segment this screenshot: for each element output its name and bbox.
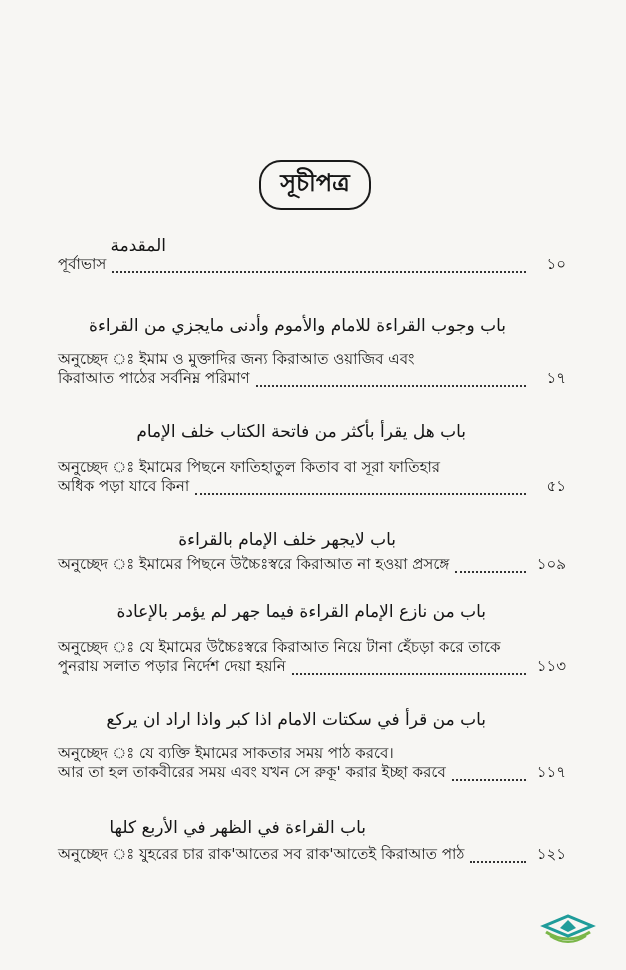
toc-entry-line: অনুচ্ছেদ ঃ যে ইমামের উচ্চৈঃস্বরে কিরাআত নিয়ে টানা হেঁচড়া করে তাকে [58, 638, 501, 656]
dot-leader [195, 493, 526, 495]
section-arabic-heading: باب وجوب القراءة للامام والأموم وأدنى مايجزي من القراءة [89, 316, 506, 336]
toc-entry-text: অধিক পড়া যাবে কিনা [58, 477, 190, 495]
toc-entry [58, 370, 566, 392]
dot-leader [256, 385, 526, 387]
page-title: সূচীপত্র [280, 169, 350, 197]
toc-entry [58, 658, 566, 680]
toc-entry-text: পুনরায় সলাত পড়ার নির্দেশ দেয়া হয়নি [58, 657, 286, 675]
toc-entry-line: অনুচ্ছেদ ঃ ইমাম ও মুক্তাদির জন্য কিরাআত ওয়াজিব এবং [58, 350, 415, 368]
dot-leader [292, 673, 526, 675]
section-arabic-heading: باب هل يقرأ بأكثر من فاتحة الكتاب خلف الإمام [136, 422, 466, 442]
toc-entry [58, 256, 566, 278]
toc-entry [58, 846, 566, 868]
toc-page-number: ১০৯ [536, 555, 566, 573]
publisher-logo-icon [540, 912, 596, 946]
toc-entry-line: অনুচ্ছেদ ঃ যে ব্যক্তি ইমামের সাকতার সময় পাঠ করবে। [58, 744, 394, 762]
toc-entry [58, 764, 566, 786]
section-arabic-heading: باب من نازع الإمام القراءة فيما جهر لم يؤمر بالإعادة [116, 602, 486, 622]
toc-entry-text: আর তা হল তাকবীরের সময় এবং যখন সে রুকূ' করার ইচ্ছা করবে [58, 763, 446, 781]
title-frame [259, 160, 371, 210]
toc-page-number: ১২১ [536, 845, 566, 863]
toc-page-number: ১১৭ [536, 763, 566, 781]
toc-entry [58, 556, 566, 578]
toc-entry [58, 478, 566, 500]
section-arabic-heading: باب القراءة في الظهر في الأربع كلها [109, 818, 366, 838]
section-arabic-heading: باب من قرأ في سكتات الامام اذا كبر واذا اراد ان يركع [106, 710, 486, 730]
toc-page-number: ৫১ [546, 477, 566, 495]
toc-entry-line: অনুচ্ছেদ ঃ ইমামের পিছনে ফাতিহাতুল কিতাব বা সূরা ফাতিহার [58, 458, 441, 476]
toc-entry-text: অনুচ্ছেদ ঃ ইমামের পিছনে উচ্চৈঃস্বরে কিরাআত না হওয়া প্রসঙ্গে [58, 555, 450, 573]
dot-leader [455, 571, 526, 573]
toc-entry-text: কিরাআত পাঠের সর্বনিম্ন পরিমাণ [58, 369, 250, 387]
toc-page-number: ১০ [546, 255, 566, 273]
toc-entry-text: অনুচ্ছেদ ঃ যুহরের চার রাক'আতের সব রাক'আতেই কিরাআত পাঠ [58, 845, 465, 863]
toc-entry-text: পূর্বাভাস [58, 255, 107, 273]
dot-leader [470, 861, 526, 863]
section-arabic-heading: باب لايجهر خلف الإمام بالقراءة [178, 530, 396, 550]
toc-page-number: ১১৩ [536, 657, 566, 675]
dot-leader [452, 779, 526, 781]
toc-page-number: ১৭ [546, 369, 566, 387]
dot-leader [112, 271, 526, 273]
section-arabic-heading: المقدمة [110, 236, 166, 256]
